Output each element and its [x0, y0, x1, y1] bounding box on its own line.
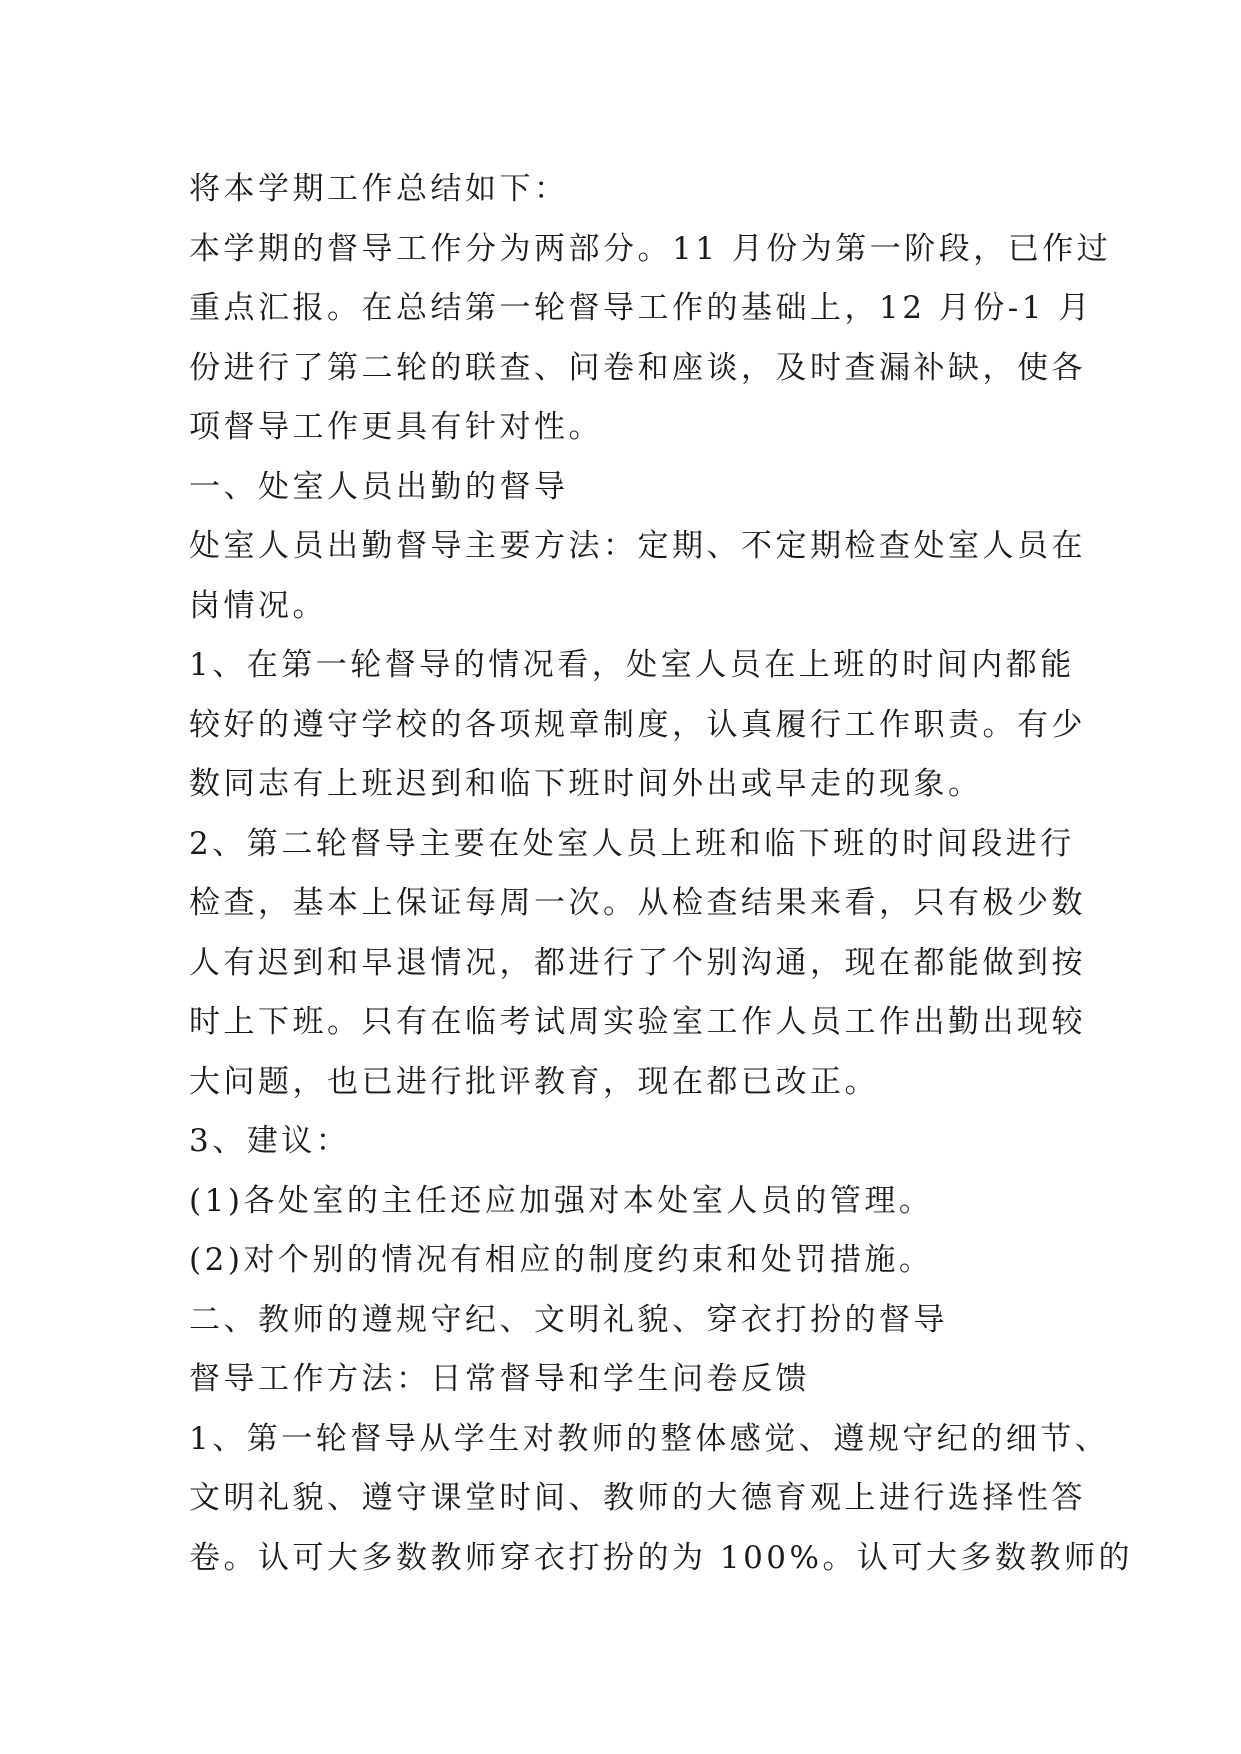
- text-line: 较好的遵守学校的各项规章制度，认真履行工作职责。有少: [189, 706, 1086, 743]
- text-line: 检查，基本上保证每周一次。从检查结果来看，只有极少数: [189, 885, 1086, 921]
- text-line: 数同志有上班迟到和临下班时间外出或早走的现象。: [189, 766, 983, 802]
- text-line: 本学期的督导工作分为两部分。11 月份为第一阶段，已作过: [189, 230, 1112, 267]
- text-line: 将本学期工作总结如下：: [189, 171, 569, 207]
- text-line: 重点汇报。在总结第一轮督导工作的基础上，12 月份-1 月: [189, 290, 1093, 326]
- text-line: 大问题，也已进行批评教育，现在都已改正。: [189, 1063, 879, 1100]
- text-line: 人有迟到和早退情况，都进行了个别沟通，现在都能做到按: [189, 944, 1086, 981]
- section-heading: 二、教师的遵规守纪、文明礼貌、穿衣打扮的督导: [189, 1301, 948, 1338]
- text-line: 时上下班。只有在临考试周实验室工作人员工作出勤出现较: [189, 1004, 1086, 1040]
- text-line: 3、建议：: [189, 1123, 351, 1159]
- text-line: 卷。认可大多数教师穿衣打扮的为 100%。认可大多数教师的: [189, 1539, 1133, 1576]
- document-body: [189, 160, 1133, 1588]
- text-line: 督导工作方法：日常督导和学生问卷反馈: [189, 1361, 810, 1397]
- text-line: 2、第二轮督导主要在处室人员上班和临下班的时间段进行: [189, 825, 1075, 862]
- section-heading: 一、处室人员出勤的督导: [189, 468, 569, 505]
- text-line: 1、第一轮督导从学生对教师的整体感觉、遵规守纪的细节、: [189, 1420, 1110, 1457]
- text-line: (2)对个别的情况有相应的制度约束和处罚措施。: [189, 1242, 934, 1278]
- text-line: 1、在第一轮督导的情况看，处室人员在上班的时间内都能: [189, 647, 1075, 683]
- text-line: 份进行了第二轮的联查、问卷和座谈，及时查漏补缺，使各: [189, 349, 1086, 386]
- text-line: 项督导工作更具有针对性。: [189, 409, 603, 445]
- text-line: (1)各处室的主任还应加强对本处室人员的管理。: [189, 1182, 934, 1219]
- text-line: 文明礼貌、遵守课堂时间、教师的大德育观上进行选择性答: [189, 1480, 1086, 1516]
- text-line: 岗情况。: [189, 587, 327, 624]
- text-line: 处室人员出勤督导主要方法：定期、不定期检查处室人员在: [189, 528, 1086, 564]
